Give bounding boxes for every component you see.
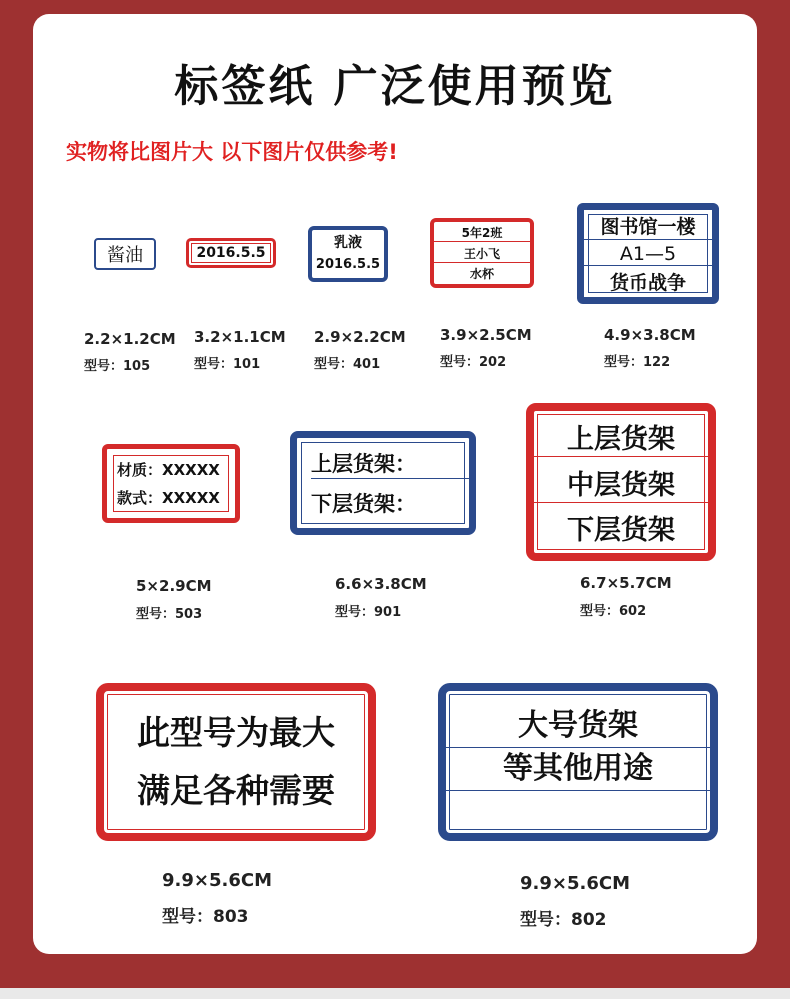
label-602 — [526, 403, 716, 561]
label-text: 中层货架 — [534, 463, 708, 503]
model-text: 型号：503 — [136, 607, 203, 622]
size-text: 2.2×1.2CM — [84, 330, 176, 348]
label-text: 大号货架 — [446, 705, 710, 748]
label-text: 图书馆一楼 — [584, 212, 712, 240]
label-text: 5年2班 — [434, 224, 530, 242]
label-text: 等其他用途 — [446, 748, 710, 791]
label-text: A1—5 — [584, 243, 712, 266]
label-105 — [94, 238, 156, 270]
label-text: 2016.5.5 — [315, 257, 381, 272]
size-text: 6.7×5.7CM — [580, 574, 672, 592]
label-text: 乳液 — [334, 235, 362, 251]
size-text: 3.9×2.5CM — [440, 326, 532, 344]
label-802 — [438, 683, 718, 841]
label-text: 下层货架 — [567, 515, 675, 547]
label-503 — [102, 444, 240, 523]
size-text: 3.2×1.1CM — [194, 328, 286, 346]
model-text: 型号：602 — [580, 604, 647, 619]
label-text: 上层货架 — [534, 417, 708, 457]
label-901 — [290, 431, 476, 535]
label-text: 水杯 — [469, 266, 494, 281]
label-101 — [186, 238, 276, 268]
label-text: 酱油 — [107, 245, 143, 266]
model-text: 型号：105 — [84, 359, 151, 374]
size-notice: 实物将比图片大 以下图片仅供参考! — [66, 140, 398, 164]
bottom-strip — [0, 988, 790, 999]
model-text: 型号：122 — [604, 355, 671, 370]
label-text: 此型号为最大 — [137, 713, 335, 752]
size-text: 2.9×2.2CM — [314, 328, 406, 346]
label-text: 货币战争 — [609, 271, 686, 294]
label-202 — [430, 218, 534, 288]
label-401 — [308, 226, 388, 282]
size-text: 6.6×3.8CM — [335, 575, 427, 593]
label-122 — [577, 203, 719, 304]
label-text: 款式：XXXXX — [117, 488, 220, 507]
size-text: 5×2.9CM — [136, 577, 212, 595]
model-text: 型号：802 — [520, 910, 607, 930]
label-803 — [96, 683, 376, 841]
label-text: 2016.5.5 — [196, 245, 266, 261]
model-text: 型号：803 — [162, 907, 249, 927]
label-text: 下层货架： — [311, 492, 416, 517]
size-text: 9.9×5.6CM — [162, 870, 272, 891]
size-text: 9.9×5.6CM — [520, 873, 630, 894]
label-text: 上层货架： — [311, 448, 469, 479]
size-text: 4.9×3.8CM — [604, 326, 696, 344]
label-text: 王小飞 — [434, 245, 530, 263]
label-text: 材质：XXXXX — [117, 460, 220, 479]
model-text: 型号：202 — [440, 355, 507, 370]
label-text: 满足各种需要 — [137, 771, 335, 810]
model-text: 型号：101 — [194, 357, 261, 372]
page-title: 标签纸 广泛使用预览 — [174, 61, 616, 112]
model-text: 型号：401 — [314, 357, 381, 372]
model-text: 型号：901 — [335, 605, 402, 620]
